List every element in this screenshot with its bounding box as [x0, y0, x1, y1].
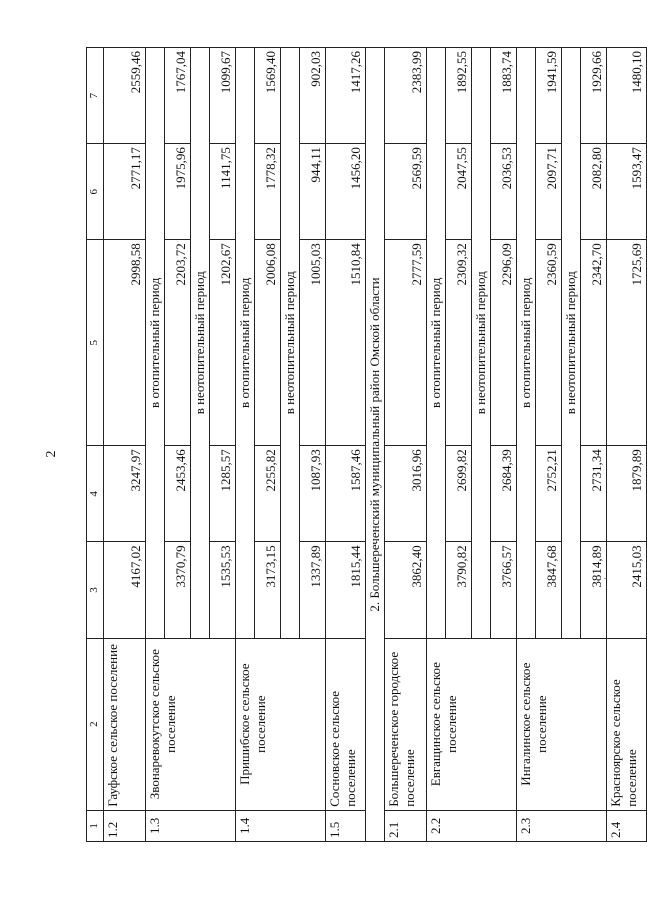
- value-cell: 4167,02: [104, 542, 146, 638]
- settlement-name: Гауфское сельское поселение: [104, 638, 146, 810]
- value-cell: 2699,82: [446, 446, 472, 542]
- value-cell: 2360,59: [536, 240, 562, 446]
- value-cell: 1975,96: [165, 144, 191, 240]
- value-cell: 1480,10: [607, 48, 647, 144]
- value-cell: 1337,89: [300, 542, 326, 638]
- value-cell: 1417,26: [326, 48, 366, 144]
- value-cell: 2731,34: [581, 446, 607, 542]
- value-cell: 1892,55: [446, 48, 472, 144]
- value-cell: 1815,44: [326, 542, 366, 638]
- header-cell: 6: [87, 144, 104, 240]
- table-row: [104, 48, 146, 842]
- value-cell: 1569,40: [255, 48, 281, 144]
- value-cell: 1087,93: [300, 446, 326, 542]
- period-label: в неотопительный период: [562, 48, 581, 639]
- value-cell: 1593,47: [607, 144, 647, 240]
- value-cell: 1879,89: [607, 446, 647, 542]
- value-cell: 1767,04: [165, 48, 191, 144]
- value-cell: 1285,57: [210, 446, 236, 542]
- row-number: 2.2: [427, 810, 517, 841]
- value-cell: 2559,46: [104, 48, 146, 144]
- header-cell: 4: [87, 446, 104, 542]
- section-title: 2. Большереченский муниципальный район Омской области: [366, 48, 385, 842]
- rotated-tariff-table: [86, 47, 644, 842]
- value-cell: 2415,03: [607, 542, 647, 638]
- table-row: [385, 48, 427, 842]
- period-label: в отопительный период: [427, 48, 446, 639]
- value-cell: 2309,32: [446, 240, 472, 446]
- period-label: в отопительный период: [146, 48, 165, 639]
- value-cell: 2255,82: [255, 446, 281, 542]
- value-cell: 1456,20: [326, 144, 366, 240]
- period-row: [517, 48, 536, 842]
- value-cell: 1941,59: [536, 48, 562, 144]
- settlement-name: Большереченское городское поселение: [385, 638, 427, 810]
- value-cell: 2342,70: [581, 240, 607, 446]
- value-cell: 3847,68: [536, 542, 562, 638]
- settlement-name: Пришибское сельское поселение: [236, 638, 326, 810]
- page-number: 2: [44, 450, 59, 458]
- row-number: 1.5: [326, 810, 366, 841]
- row-number: 1.2: [104, 810, 146, 841]
- header-cell: 1: [87, 810, 104, 841]
- value-cell: 2006,08: [255, 240, 281, 446]
- value-cell: 3247,97: [104, 446, 146, 542]
- settlement-name: Евгащинское сельское поселение: [427, 638, 517, 810]
- tariff-table: [86, 47, 647, 842]
- value-cell: 3790,82: [446, 542, 472, 638]
- value-cell: 1535,53: [210, 542, 236, 638]
- period-row: [146, 48, 165, 842]
- row-number: 1.4: [236, 810, 326, 841]
- settlement-name: Ингалинское сельское поселение: [517, 638, 607, 810]
- period-label: в отопительный период: [236, 48, 255, 639]
- value-cell: 2998,58: [104, 240, 146, 446]
- value-cell: 3814,89: [581, 542, 607, 638]
- settlement-name: Красноярское сельское поселение: [607, 638, 647, 810]
- header-cell: 7: [87, 48, 104, 144]
- value-cell: 2453,46: [165, 446, 191, 542]
- row-number: 2.1: [385, 810, 427, 841]
- value-cell: 902,03: [300, 48, 326, 144]
- value-cell: 2036,53: [491, 144, 517, 240]
- table-row: [607, 48, 647, 842]
- period-row: [427, 48, 446, 842]
- period-label: в неотопительный период: [281, 48, 300, 639]
- value-cell: 2684,39: [491, 446, 517, 542]
- period-label: в отопительный период: [517, 48, 536, 639]
- scan-speck: .: [604, 572, 606, 581]
- value-cell: 1510,84: [326, 240, 366, 446]
- value-cell: 2203,72: [165, 240, 191, 446]
- header-row: [87, 48, 104, 842]
- value-cell: 1099,67: [210, 48, 236, 144]
- header-cell: 3: [87, 542, 104, 638]
- header-cell: 5: [87, 240, 104, 446]
- value-cell: 1005,03: [300, 240, 326, 446]
- settlement-name: Звонаревокутское сельское поселение: [146, 638, 236, 810]
- value-cell: 2097,71: [536, 144, 562, 240]
- period-row: [236, 48, 255, 842]
- row-number: 2.4: [607, 810, 647, 841]
- value-cell: 2777,59: [385, 240, 427, 446]
- value-cell: 2771,17: [104, 144, 146, 240]
- section-row: [366, 48, 385, 842]
- header-cell: 2: [87, 638, 104, 810]
- value-cell: 3016,96: [385, 446, 427, 542]
- value-cell: 2082,80: [581, 144, 607, 240]
- period-label: в неотопительный период: [472, 48, 491, 639]
- value-cell: 1929,66: [581, 48, 607, 144]
- value-cell: 3370,79: [165, 542, 191, 638]
- settlement-name: Сосновское сельское поселение: [326, 638, 366, 810]
- value-cell: 2383,99: [385, 48, 427, 144]
- value-cell: 3173,15: [255, 542, 281, 638]
- value-cell: 2752,21: [536, 446, 562, 542]
- value-cell: 3862,40: [385, 542, 427, 638]
- value-cell: 2296,09: [491, 240, 517, 446]
- row-number: 2.3: [517, 810, 607, 841]
- value-cell: 1883,74: [491, 48, 517, 144]
- value-cell: 1725,69: [607, 240, 647, 446]
- value-cell: 944,11: [300, 144, 326, 240]
- period-label: в неотопительный период: [191, 48, 210, 639]
- table-row: [326, 48, 366, 842]
- value-cell: 1778,32: [255, 144, 281, 240]
- value-cell: 2569,59: [385, 144, 427, 240]
- row-number: 1.3: [146, 810, 236, 841]
- value-cell: 3766,57: [491, 542, 517, 638]
- value-cell: 1202,67: [210, 240, 236, 446]
- value-cell: 2047,55: [446, 144, 472, 240]
- value-cell: 1587,46: [326, 446, 366, 542]
- value-cell: 1141,75: [210, 144, 236, 240]
